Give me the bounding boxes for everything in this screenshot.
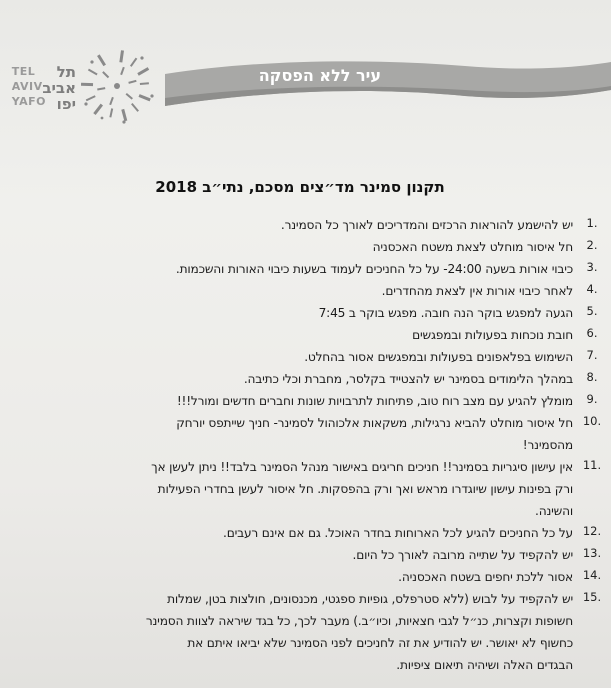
rule-number: 6.	[586, 326, 598, 340]
rule-text	[33, 522, 573, 544]
rule-text	[33, 368, 573, 390]
rule-line: על כל החניכים להגיע לכל הארוחות בחדר האוכל. גם אם אינם רעבים.	[223, 526, 573, 540]
rule-text	[33, 258, 573, 280]
rule-item	[0, 412, 611, 456]
rule-number: 15.	[582, 590, 602, 604]
rule-item	[0, 390, 611, 412]
rule-item	[0, 522, 611, 544]
rule-number: 5.	[586, 304, 598, 318]
rules-list	[0, 214, 611, 676]
rule-text	[33, 302, 573, 324]
rule-number: 13.	[582, 546, 602, 560]
rule-line: חובת נוכחות בפעולות ובמפגשים	[412, 328, 573, 342]
logo-hebrew-line3: יפו	[56, 95, 76, 113]
rule-item	[0, 456, 611, 522]
slogan: עיר ללא הפסקה	[258, 66, 381, 85]
logo-english	[12, 64, 46, 109]
rule-line: יש להקפיד על לבוש (ללא סטרפלס, גופיות ספגטי, מכנסונים, חולצות בטן, שמלות	[167, 592, 573, 606]
rule-item	[0, 368, 611, 390]
logo-english-line3: YAFO	[11, 95, 46, 108]
rule-item	[0, 544, 611, 566]
logo-hebrew-line1: תל	[56, 63, 76, 81]
rule-line: חשופות וקצרות, כנ״ל לגבי חצאיות, וכיו״ב.) מעבר לכך, כל בגד שיראה לצוות הסמינר	[145, 614, 573, 628]
rule-line: לאחר כיבוי אורות אין לצאת מהחדרים.	[381, 284, 573, 298]
logo-english-line1: TEL	[11, 65, 36, 78]
rule-line: יש להישמע להוראות הרכזים והמדריכים לאורך כל הסמינר.	[280, 218, 573, 232]
rule-line: כיבוי אורות בשעה 24:00- על כל החניכים לעמוד בשעות כיבוי האורות והשכמות.	[175, 262, 573, 276]
rule-item	[0, 280, 611, 302]
rule-line: במהלך הלימודים בסמינר יש להצטייד בקלסר, מחברת וכלי כתיבה.	[243, 372, 573, 386]
logo-english-line2: AVIV	[11, 80, 43, 93]
rule-line: והשינה.	[535, 504, 573, 518]
rule-text	[33, 412, 573, 456]
rule-text	[33, 390, 573, 412]
rule-number: 12.	[582, 524, 602, 538]
rule-line: השימוש בפלאפונים בפעולות ובמפגשים אסור בהחלט.	[304, 350, 573, 364]
rule-text	[33, 456, 573, 522]
rule-text	[33, 236, 573, 258]
logo-hebrew-line2: אביב	[42, 79, 76, 97]
rule-number: 2.	[586, 238, 598, 252]
rule-line: חל איסור מוחלט לצאת משטח האכסניה	[372, 240, 573, 254]
rule-number: 10.	[582, 414, 602, 428]
rule-line: אין עישון סיגריות בסמינר!! חניכים חריגים באישור מנהל הסמינר בלבד!! ניתן לעשן אך	[151, 460, 573, 474]
rule-number: 7.	[586, 348, 598, 362]
logo-wordmark	[11, 63, 76, 113]
rule-number: 1.	[586, 216, 598, 230]
rule-item	[0, 346, 611, 368]
rule-text	[33, 346, 573, 368]
rule-item	[0, 588, 611, 676]
rule-line: מומלץ להגיע עם מצב רוח טוב, פתיחות לתרבויות שונות וחברים חדשים ומורל!!!	[176, 394, 573, 408]
rule-text	[33, 588, 573, 676]
rule-number: 4.	[586, 282, 598, 296]
rule-item	[0, 324, 611, 346]
header-ribbon	[165, 54, 611, 110]
rule-line: כחשוף לא יאושר. יש להודיע את זה לחניכים לפני הסמינר שלא יביאו איתם את	[187, 636, 573, 650]
rule-text	[33, 566, 573, 588]
rule-number: 8.	[586, 370, 598, 384]
city-logo	[0, 40, 170, 130]
rule-line: מהסמינר!	[522, 438, 573, 452]
rule-line: הגעה למפגש בוקר הנה חובה. מפגש בוקר ב 7:45	[318, 306, 573, 320]
page-title: תקנון סמינר מד״צים מסכם, נתי״ב 2018	[155, 178, 445, 196]
rule-text	[33, 280, 573, 302]
rule-text	[33, 324, 573, 346]
rule-item	[0, 236, 611, 258]
rule-item	[0, 302, 611, 324]
rule-line: יש להקפיד על שתייה מרובה לאורך כל היום.	[352, 548, 573, 562]
rule-line: אסור ללכת יחפים בשטח האכסניה.	[398, 570, 573, 584]
rule-text	[33, 544, 573, 566]
burst-logo-icon	[72, 44, 162, 128]
rule-number: 14.	[582, 568, 602, 582]
rule-line: ורק בפינות עישון שיוגדרו מראש ואך ורק בהפסקות. חל איסור לעשן בחדרי הפעילות	[157, 482, 573, 496]
rule-number: 9.	[586, 392, 598, 406]
rule-item	[0, 258, 611, 280]
rule-line: הבגדים האלה ושיהיה תיאום ציפיות.	[396, 658, 573, 672]
rule-line: חל איסור מוחלט להביא נרגילות, משקאות אלכוהול לסמינר- חניך שייתפס יורחק	[176, 416, 573, 430]
rule-number: 3.	[586, 260, 598, 274]
rule-number: 11.	[582, 458, 602, 472]
rule-item	[0, 566, 611, 588]
rule-text	[33, 214, 573, 236]
rule-item	[0, 214, 611, 236]
